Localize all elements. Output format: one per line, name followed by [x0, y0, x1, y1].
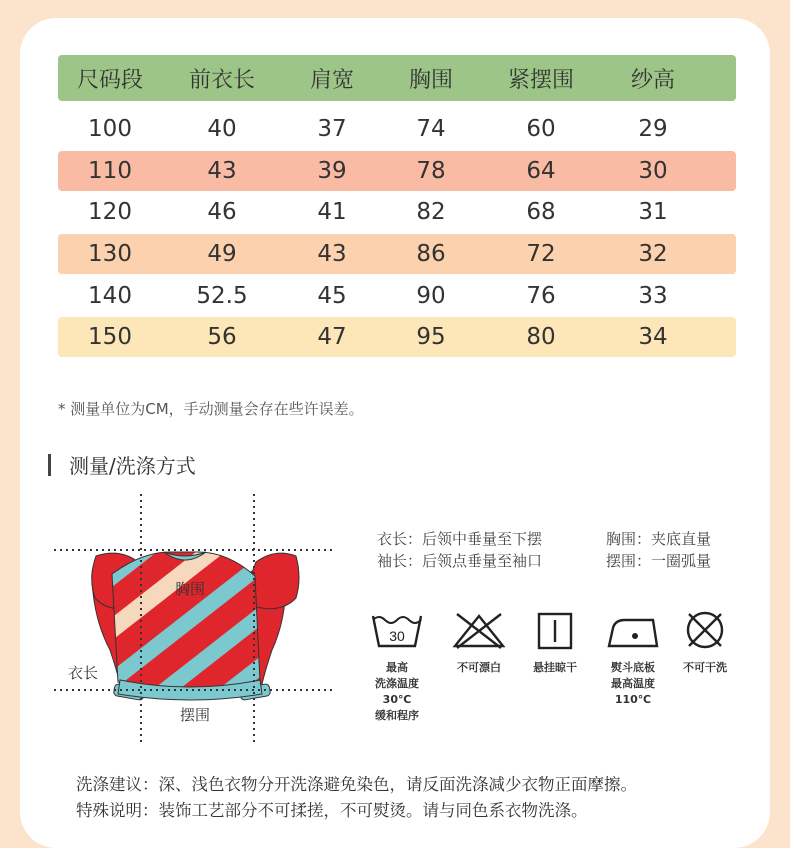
no-wash-icon	[677, 610, 733, 650]
table-cell: 30	[638, 157, 668, 184]
table-cell: 33	[638, 282, 668, 309]
table-cell: 68	[526, 199, 556, 226]
care-item	[598, 610, 668, 708]
length-label: 衣长	[68, 664, 99, 682]
table-cell: 150	[88, 324, 132, 351]
table-cell: 78	[416, 157, 446, 184]
table-cell: 56	[207, 324, 237, 351]
header-cell: 紧摆围	[507, 67, 574, 93]
no-bleach-icon	[451, 610, 507, 650]
care-label: 不可干洗	[683, 661, 727, 674]
table-cell: 32	[638, 241, 668, 268]
table-cell: 37	[317, 116, 347, 142]
table-row	[58, 276, 736, 316]
table-header	[58, 55, 736, 101]
chest-label: 胸围	[175, 580, 206, 598]
table-cell: 140	[88, 282, 132, 309]
care-item	[362, 610, 432, 724]
table-cell: 64	[526, 157, 556, 184]
wash-temp-number: 30	[389, 628, 405, 644]
table-cell: 34	[638, 324, 668, 351]
table-cell: 46	[207, 199, 237, 226]
care-label: 悬挂晾干	[533, 661, 577, 674]
table-cell: 74	[416, 116, 446, 142]
table-row	[58, 234, 736, 274]
table-cell: 60	[526, 116, 556, 142]
section-bar	[48, 454, 51, 476]
special-note: 特殊说明：装饰工艺部分不可揉搓，不可熨烫。请与同色系衣物洗涤。	[76, 801, 588, 820]
table-cell: 45	[317, 282, 347, 309]
header-cell: 肩宽	[309, 67, 354, 93]
table-cell: 80	[526, 324, 556, 351]
table-cell: 52.5	[196, 282, 248, 309]
measurement-note: * 测量单位为CM，手动测量会存在些许误差。	[58, 400, 364, 418]
section-title	[48, 450, 196, 479]
hem-label: 摆围	[180, 706, 211, 724]
table-cell: 86	[416, 241, 446, 268]
care-item	[670, 610, 740, 676]
table-cell: 72	[526, 241, 556, 268]
sleeve-note: 袖长：后领点垂量至袖口	[377, 552, 543, 570]
garment-figure	[50, 490, 340, 750]
table-cell: 120	[88, 199, 132, 226]
wash-30-icon	[369, 610, 425, 650]
table-cell: 43	[317, 241, 347, 268]
iron-icon	[605, 610, 661, 650]
table-row	[58, 317, 736, 357]
table-row	[58, 109, 736, 149]
care-label: 最高 洗涤温度30℃ 缓和程序	[375, 661, 419, 722]
table-row	[58, 151, 736, 191]
table-cell: 90	[416, 282, 446, 309]
chest-note: 胸围：夹底直量	[606, 530, 712, 548]
table-cell: 47	[317, 324, 347, 351]
table-cell: 40	[207, 116, 237, 142]
table-cell: 49	[207, 241, 237, 268]
table-cell: 82	[416, 199, 446, 226]
care-label: 熨斗底板 最高温度110℃	[611, 661, 655, 706]
section-title-text: 测量/洗涤方式	[69, 454, 196, 478]
header-cell: 尺码段	[76, 67, 143, 93]
table-row	[58, 192, 736, 232]
table-cell: 41	[317, 199, 347, 226]
table-cell: 100	[88, 116, 132, 142]
table-cell: 76	[526, 282, 556, 309]
care-item	[444, 610, 514, 676]
table-cell: 31	[638, 199, 668, 226]
care-item	[520, 610, 590, 676]
care-label: 不可漂白	[457, 661, 501, 674]
hang-dry-icon	[527, 610, 583, 650]
table-cell: 39	[317, 157, 347, 184]
size-table	[58, 55, 736, 359]
header-cell: 胸围	[408, 67, 453, 93]
hem-note: 摆围：一圈弧量	[606, 552, 712, 570]
table-cell: 95	[416, 324, 446, 351]
table-cell: 130	[88, 241, 132, 268]
table-cell: 29	[638, 116, 668, 142]
wash-advice: 洗涤建议：深、浅色衣物分开洗涤避免染色，请反面洗涤减少衣物正面摩擦。	[76, 775, 637, 794]
length-note: 衣长：后领中垂量至下摆	[377, 530, 543, 548]
table-cell: 110	[88, 157, 132, 184]
header-cell: 纱高	[630, 67, 675, 93]
table-cell: 43	[207, 157, 237, 184]
header-cell: 前衣长	[188, 67, 255, 93]
